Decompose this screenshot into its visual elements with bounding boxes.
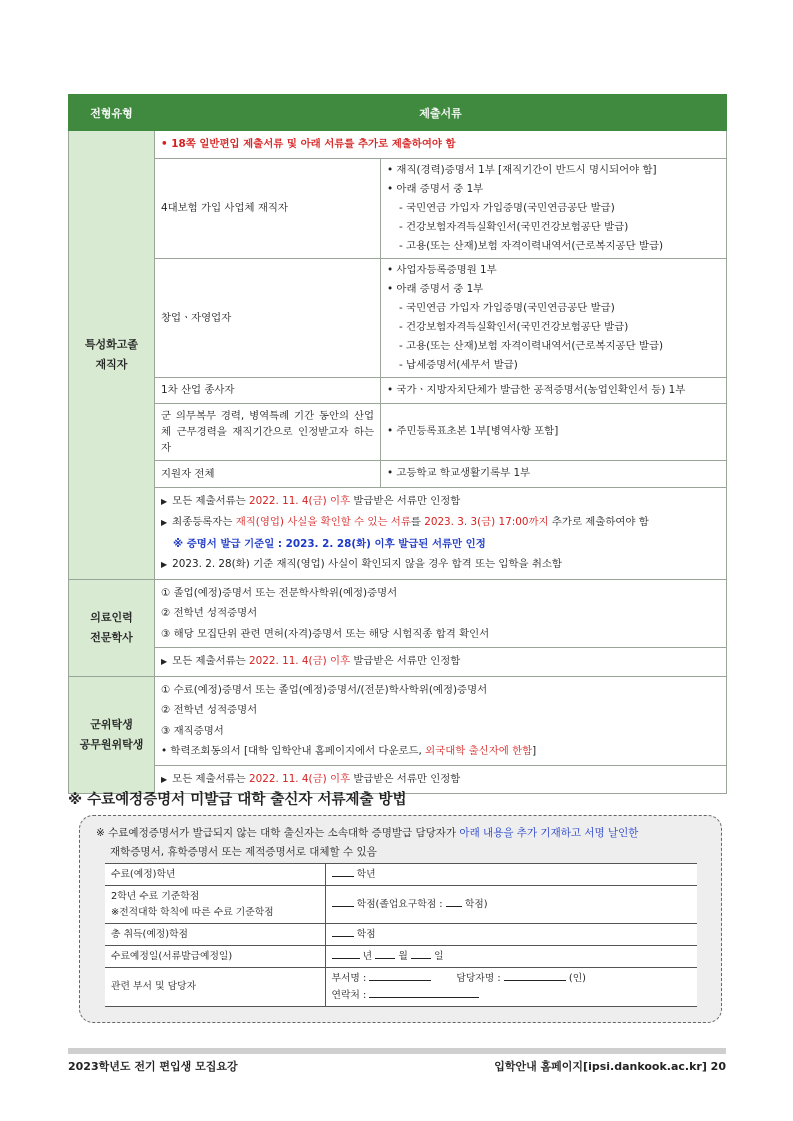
s3-category: 군위탁생 공무원위탁생 (69, 676, 155, 794)
s1-category: 특성화고졸 재직자 (69, 131, 155, 580)
s1-row4-label: 군 의무복무 경력, 병역특례 기간 동안의 산업체 근무경력을 재직기간으로 인정받고자 하는 자 (155, 403, 381, 460)
box-note: ※ 수료예정증명서가 발급되지 않는 대학 출신자는 소속대학 증명발급 담당자가 아래 내용을 추가 기재하고 서명 날인한 재학증명서, 휴학증명서 또는 제적증명서로 대체할 수 있음 (96, 827, 639, 858)
s1-row2-label: 창업ㆍ자영업자 (155, 258, 381, 377)
s3-note: ▶ 모든 제출서류는 2022. 11. 4(금) 이후 발급받은 서류만 인정함 (155, 765, 727, 794)
form-row: 2학년 수료 기준학점 ※전적대학 학칙에 따른 수료 기준학점 학점(졸업요구학점 : 학점) (105, 886, 697, 924)
table-row (69, 403, 727, 460)
header-type: 전형유형 (69, 95, 155, 131)
s1-row3-label: 1차 산업 종사자 (155, 377, 381, 403)
footer-page-info: 입학안내 홈페이지[ipsi.dankook.ac.kr] 20 (494, 1060, 726, 1073)
s1-row5-docs: • 고등학교 학교생활기록부 1부 (381, 460, 727, 487)
table-row (69, 377, 727, 403)
footer-title: 2023학년도 전기 편입생 모집요강 (68, 1060, 238, 1073)
s1-row1-label: 4대보험 가입 사업체 재직자 (155, 158, 381, 258)
s1-top-note: • 18쪽 일반편입 제출서류 및 아래 서류를 추가로 제출하여야 함 (155, 131, 727, 159)
footer-divider (68, 1048, 726, 1054)
table-row (69, 460, 727, 487)
submission-documents-table (68, 94, 727, 794)
s2-docs: ① 졸업(예정)증명서 또는 전문학사학위(예정)증명서 ② 전학년 성적증명서 ③ 해당 모집단위 관련 면허(자격)증명서 또는 해당 시험직종 합격 확인서 (155, 579, 727, 648)
form-row: 총 취득(예정)학점 학점 (105, 924, 697, 946)
s3-docs: ① 수료(예정)증명서 또는 졸업(예정)증명서/(전문)학사학위(예정)증명서 ② 전학년 성적증명서 ③ 재직증명서 • 학력조회동의서 [대학 입학안내 홈페이지에서 다운로드, 외국대학 출신자에 한함] (155, 676, 727, 765)
s1-notes: ▶ 모든 제출서류는 2022. 11. 4(금) 이후 발급받은 서류만 인정함 ▶ 최종등록자는 재직(영업) 사실을 확인할 수 있는 서류를 2023. 3. 3(금) 17:00까지 추가로 제출하여야 함 ※ 증명서 발급 기준일 : 2023. 2. 28(화) 이후 발급된 서류만 인정 ▶ 2023. 2. 28(화) 기준 재직(영업) 사실이 확인되지 않을 경우 합격 또는 입학을 취소함 (155, 487, 727, 579)
certificate-form-table (105, 863, 697, 1007)
s1-notes-row (69, 487, 727, 579)
s1-row4-docs: • 주민등록표초본 1부[병역사항 포함] (381, 403, 727, 460)
table-header-row (69, 95, 727, 131)
section-title: ※ 수료예정증명서 미발급 대학 출신자 서류제출 방법 (68, 792, 407, 808)
header-documents: 제출서류 (155, 95, 727, 131)
s2-row (69, 579, 727, 648)
form-row: 수료예정일(서류발급예정일) 년 월 일 (105, 946, 697, 968)
s2-note: ▶ 모든 제출서류는 2022. 11. 4(금) 이후 발급받은 서류만 인정함 (155, 648, 727, 677)
table-row (69, 158, 727, 258)
form-row: 관련 부서 및 담당자 부서명 : 담당자명 : (인) 연락처 : (105, 968, 697, 1007)
s1-top-row (69, 131, 727, 159)
s2-note-row (69, 648, 727, 677)
table-row (69, 258, 727, 377)
s1-row5-label: 지원자 전체 (155, 460, 381, 487)
s3-row (69, 676, 727, 765)
s1-row1-docs: • 재직(경력)증명서 1부 [재직기간이 반드시 명시되어야 함] • 아래 증명서 중 1부 - 국민연금 가입자 가입증명(국민연금공단 발급) - 건강보험자격득실확인서(국민건강보험공단 발급) - 고용(또는 산재)보험 자격이력내역서(근로복지공단 발급) (381, 158, 727, 258)
s2-category: 의료인력 전문학사 (69, 579, 155, 676)
s1-row2-docs: • 사업자등록증명원 1부 • 아래 증명서 중 1부 - 국민연금 가입자 가입증명(국민연금공단 발급) - 건강보험자격득실확인서(국민건강보험공단 발급) - 고용(또는 산재)보험 자격이력내역서(근로복지공단 발급) - 납세증명서(세무서 발급) (381, 258, 727, 377)
certificate-method-box (79, 815, 722, 1023)
form-row: 수료(예정)학년 학년 (105, 864, 697, 886)
s1-row3-docs: • 국가ㆍ지방자치단체가 발급한 공적증명서(농업인확인서 등) 1부 (381, 377, 727, 403)
